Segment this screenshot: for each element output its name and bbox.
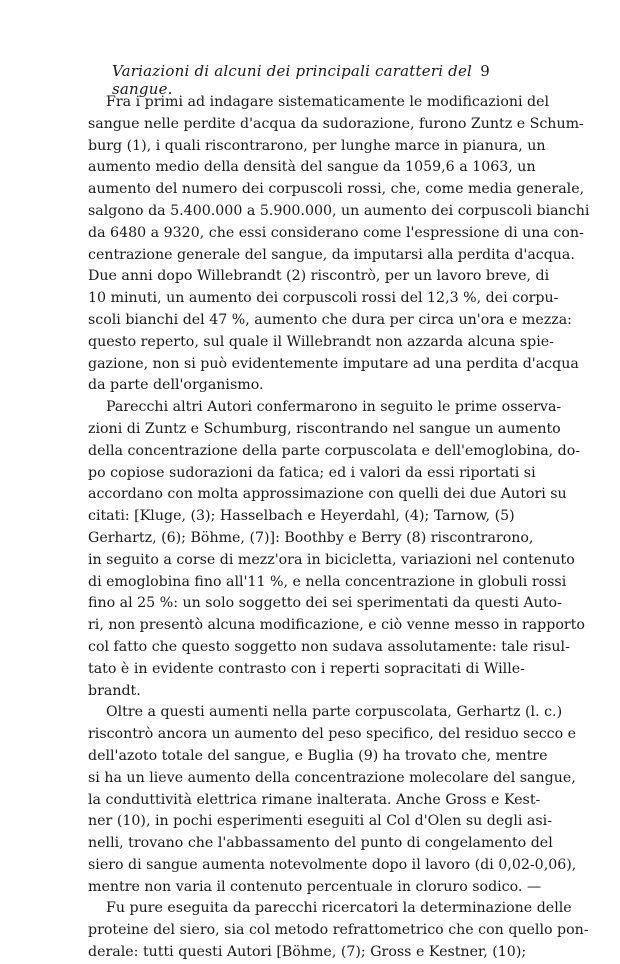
text-line: Parecchi altri Autori confermarono in seguito le prime osserva- xyxy=(106,399,562,416)
body-text xyxy=(88,92,590,964)
text-line: proteine del siero, sia col metodo refrattometrico che con quello pon- xyxy=(88,922,589,939)
text-line: Fu pure eseguita da parecchi ricercatori la determinazione delle xyxy=(106,900,572,917)
text-line: della concentrazione della parte corpuscolata e dell'emoglobina, do- xyxy=(88,442,581,459)
text-line: fino al 25 %: un solo soggetto dei sei sperimentati da questi Auto- xyxy=(88,595,562,612)
text-line: Fra i primi ad indagare sistematicamente le modificazioni del xyxy=(106,94,550,110)
text-line: zioni di Zuntz e Schumburg, riscontrando nel sangue un aumento xyxy=(88,420,561,437)
text-line: in seguito a corse di mezz'ora in bicicletta, variazioni nel contenuto xyxy=(88,551,575,568)
text-line: dell'azoto totale del sangue, e Buglia (9) ha trovato che, mentre xyxy=(88,747,548,764)
text-line: col fatto che questo soggetto non sudava assolutamente: tale risul- xyxy=(88,638,570,655)
text-line: sangue nelle perdite d'acqua da sudorazione, furono Zuntz e Schum- xyxy=(88,115,584,132)
text-line: gazione, non si può evidentemente imputare ad una perdita d'acqua xyxy=(88,355,579,372)
text-line: burg (1), i quali riscontrarono, per lunghe marce in pianura, un xyxy=(88,137,546,154)
text-line: 10 minuti, un aumento dei corpuscoli rossi del 12,3 %, dei corpu- xyxy=(88,290,559,307)
text-line: aumento del numero dei corpuscoli rossi, che, come media generale, xyxy=(88,181,585,198)
text-line: scoli bianchi del 47 %, aumento che dura per circa un'ora e mezza: xyxy=(88,311,572,328)
text-line: centrazione generale del sangue, da imputarsi alla perdita d'acqua. xyxy=(88,246,575,263)
text-line: da parte dell'organismo. xyxy=(88,377,264,394)
running-head-title: Variazioni di alcuni dei principali caratteri del sangue. xyxy=(112,62,473,98)
text-line: questo reperto, sul quale il Willebrandt non azzarda alcuna spie- xyxy=(88,333,554,350)
text-line: derale: tutti questi Autori [Böhme, (7); Gross e Kestner, (10); xyxy=(88,944,527,961)
text-line: ner (10), in pochi esperimenti eseguiti al Col d'Olen su degli asi- xyxy=(88,813,552,830)
text-line: ri, non presentò alcuna modificazione, e ciò venne messo in rapporto xyxy=(88,617,585,634)
text-line: Gerhartz, (6); Böhme, (7)]: Boothby e Berry (8) riscontrarono, xyxy=(88,529,534,546)
text-line: accordano con molta approssimazione con quelli dei due Autori su xyxy=(88,486,567,503)
text-line: nelli, trovano che l'abbassamento del punto di congelamento del xyxy=(88,835,553,852)
text-line: siero di sangue aumenta notevolmente dopo il lavoro (di 0,02-0,06), xyxy=(88,856,577,873)
text-line: riscontrò ancora un aumento del peso specifico, del residuo secco e xyxy=(88,726,577,743)
text-line: di emoglobina fino all'11 %, e nella concentrazione in globuli rossi xyxy=(88,573,567,590)
text-line: brandt. xyxy=(88,682,141,699)
text-line: Due anni dopo Willebrandt (2) riscontrò, per un lavoro breve, di xyxy=(88,268,550,285)
text-line: mentre non varia il contenuto percentuale in cloruro sodico. — xyxy=(88,878,542,895)
text-line: aumento medio della densità del sangue da 1059,6 a 1063, un xyxy=(88,159,536,176)
text-line: salgono da 5.400.000 a 5.900.000, un aumento dei corpuscoli bianchi xyxy=(88,202,590,219)
text-line: da 6480 a 9320, che essi considerano come l'espressione di una con- xyxy=(88,224,584,241)
text-line: si ha un lieve aumento della concentrazione molecolare del sangue, xyxy=(88,769,576,786)
page-number: 9 xyxy=(480,62,490,80)
text-line: Oltre a questi aumenti nella parte corpuscolata, Gerhartz (l. c.) xyxy=(106,704,563,721)
text-line: tato è in evidente contrasto con i reperti sopracitati di Wille- xyxy=(88,660,525,677)
text-line: la conduttività elettrica rimane inalterata. Anche Gross e Kest- xyxy=(88,791,541,808)
text-line: citati: [Kluge, (3); Hasselbach e Heyerdahl, (4); Tarnow, (5) xyxy=(88,508,515,525)
text-line: po copiose sudorazioni da fatica; ed i valori da essi riportati si xyxy=(88,464,536,481)
